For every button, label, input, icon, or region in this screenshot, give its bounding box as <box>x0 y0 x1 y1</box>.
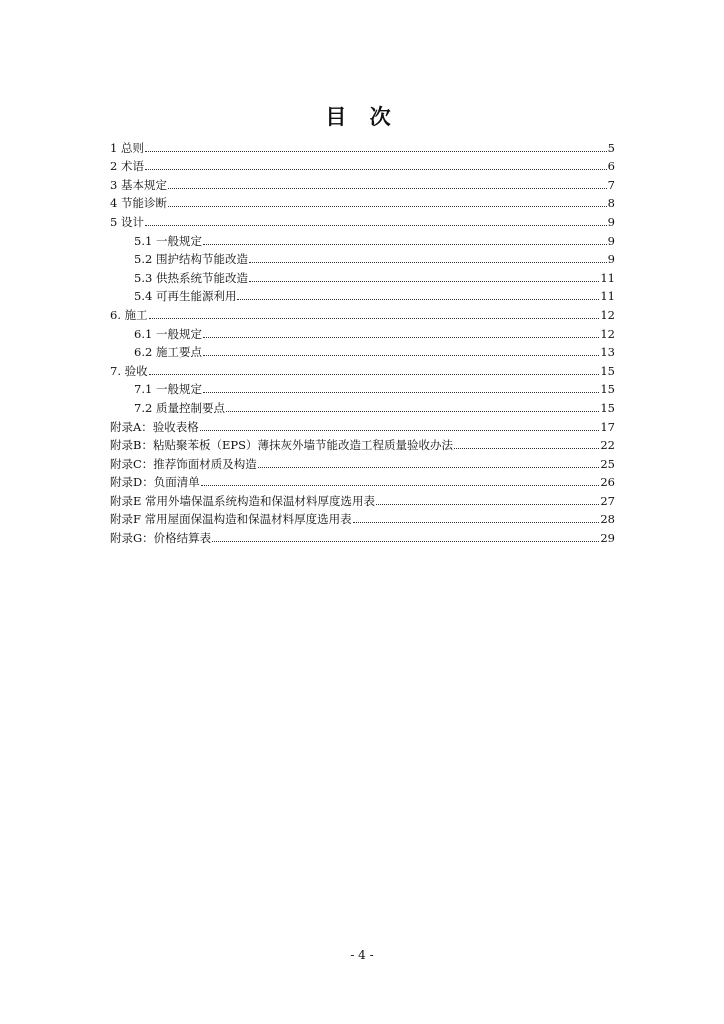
toc-entry[interactable] <box>110 526 615 545</box>
toc-entry-label: 6.1 一般规定 <box>134 326 202 341</box>
toc-entry-label: 附录G：价格结算表 <box>110 531 212 546</box>
toc-entry-label: 6.2 施工要点 <box>134 345 202 360</box>
toc-entry-page: 7 <box>607 177 615 192</box>
toc-entry-label: 7.2 质量控制要点 <box>134 400 225 415</box>
toc-entry[interactable] <box>110 173 615 192</box>
toc-entry-label: 5.3 供热系统节能改造 <box>134 270 248 285</box>
toc-entry[interactable] <box>110 452 615 471</box>
toc-entry-page: 11 <box>600 289 615 304</box>
toc-entry-page: 15 <box>600 400 615 415</box>
toc-entry-page: 9 <box>607 252 615 267</box>
toc-dot-leader <box>203 391 599 393</box>
toc-entry-label: 5.4 可再生能源利用 <box>134 289 237 304</box>
toc-dot-leader <box>258 466 600 468</box>
toc-dot-leader <box>203 336 599 338</box>
toc-dot-leader <box>237 298 599 300</box>
toc-entry-page: 15 <box>600 382 615 397</box>
toc-entry-page: 17 <box>600 419 615 434</box>
toc-entry[interactable] <box>110 434 615 453</box>
toc-entry-page: 25 <box>600 456 615 471</box>
toc-entry-label: 1 总则 <box>110 140 144 155</box>
toc-dot-leader <box>145 224 607 226</box>
toc-entry-page: 26 <box>600 475 615 490</box>
toc-entry-page: 6 <box>607 159 615 174</box>
toc-entry-label: 3 基本规定 <box>110 177 167 192</box>
toc-entry[interactable] <box>110 359 615 378</box>
toc-entry-label: 2 术语 <box>110 159 144 174</box>
toc-dot-leader <box>249 261 607 263</box>
toc-subentry[interactable] <box>110 378 615 397</box>
toc-entry[interactable] <box>110 155 615 174</box>
toc-entry-label: 5 设计 <box>110 214 144 229</box>
toc-dot-leader <box>168 187 607 189</box>
toc-dot-leader <box>149 317 600 319</box>
toc-entry-page: 28 <box>600 512 615 527</box>
toc-dot-leader <box>212 540 599 542</box>
toc-dot-leader <box>203 243 607 245</box>
toc-dot-leader <box>168 205 607 207</box>
toc-entry-page: 13 <box>600 345 615 360</box>
toc-subentry[interactable] <box>110 229 615 248</box>
toc-entry-label: 7. 验收 <box>110 363 148 378</box>
toc-dot-leader <box>200 429 600 431</box>
toc-subentry[interactable] <box>110 248 615 267</box>
toc-entry-label: 附录F 常用屋面保温构造和保温材料厚度选用表 <box>110 512 352 527</box>
toc-subentry[interactable] <box>110 266 615 285</box>
toc-entry-label: 5.2 围护结构节能改造 <box>134 252 248 267</box>
toc-entry-page: 27 <box>600 493 615 508</box>
toc-entry-page: 8 <box>607 196 615 211</box>
toc-entry-label: 附录E 常用外墙保温系统构造和保温材料厚度选用表 <box>110 493 376 508</box>
toc-subentry[interactable] <box>110 396 615 415</box>
toc-dot-leader <box>454 447 599 449</box>
toc-entry-page: 12 <box>600 326 615 341</box>
toc-entry[interactable] <box>110 303 615 322</box>
toc-entry[interactable] <box>110 471 615 490</box>
toc-entry[interactable] <box>110 136 615 155</box>
toc-subentry[interactable] <box>110 322 615 341</box>
toc-entry[interactable] <box>110 210 615 229</box>
toc-entry-label: 5.1 一般规定 <box>134 233 202 248</box>
page-title: 目 次 <box>325 105 399 129</box>
toc-entry-page: 15 <box>600 363 615 378</box>
toc-entry-label: 附录A：验收表格 <box>110 419 199 434</box>
toc-entry-page: 9 <box>607 214 615 229</box>
toc-entry-page: 9 <box>607 233 615 248</box>
toc-subentry[interactable] <box>110 341 615 360</box>
toc-dot-leader <box>201 484 600 486</box>
toc-entry[interactable] <box>110 415 615 434</box>
toc-dot-leader <box>249 280 599 282</box>
page-number: - 4 - <box>350 948 374 962</box>
toc-entry-page: 22 <box>600 438 615 453</box>
toc-entry[interactable] <box>110 508 615 527</box>
toc-entry-page: 5 <box>607 140 615 155</box>
toc-dot-leader <box>149 373 600 375</box>
toc-entry-page: 12 <box>600 307 615 322</box>
toc-entry[interactable] <box>110 192 615 211</box>
toc-dot-leader <box>226 410 599 412</box>
table-of-contents <box>110 136 615 545</box>
toc-dot-leader <box>203 354 599 356</box>
toc-entry-label: 附录C：推荐饰面材质及构造 <box>110 456 257 471</box>
toc-entry-page: 29 <box>600 531 615 546</box>
toc-dot-leader <box>145 168 607 170</box>
toc-dot-leader <box>353 521 600 523</box>
toc-entry[interactable] <box>110 489 615 508</box>
toc-entry-label: 6. 施工 <box>110 307 148 322</box>
toc-entry-label: 附录B：粘贴聚苯板（EPS）薄抹灰外墙节能改造工程质量验收办法 <box>110 438 453 453</box>
toc-entry-label: 7.1 一般规定 <box>134 382 202 397</box>
toc-entry-page: 11 <box>600 270 615 285</box>
toc-subentry[interactable] <box>110 285 615 304</box>
toc-entry-label: 4 节能诊断 <box>110 196 167 211</box>
toc-dot-leader <box>376 503 599 505</box>
toc-dot-leader <box>145 150 607 152</box>
toc-entry-label: 附录D：负面清单 <box>110 475 200 490</box>
